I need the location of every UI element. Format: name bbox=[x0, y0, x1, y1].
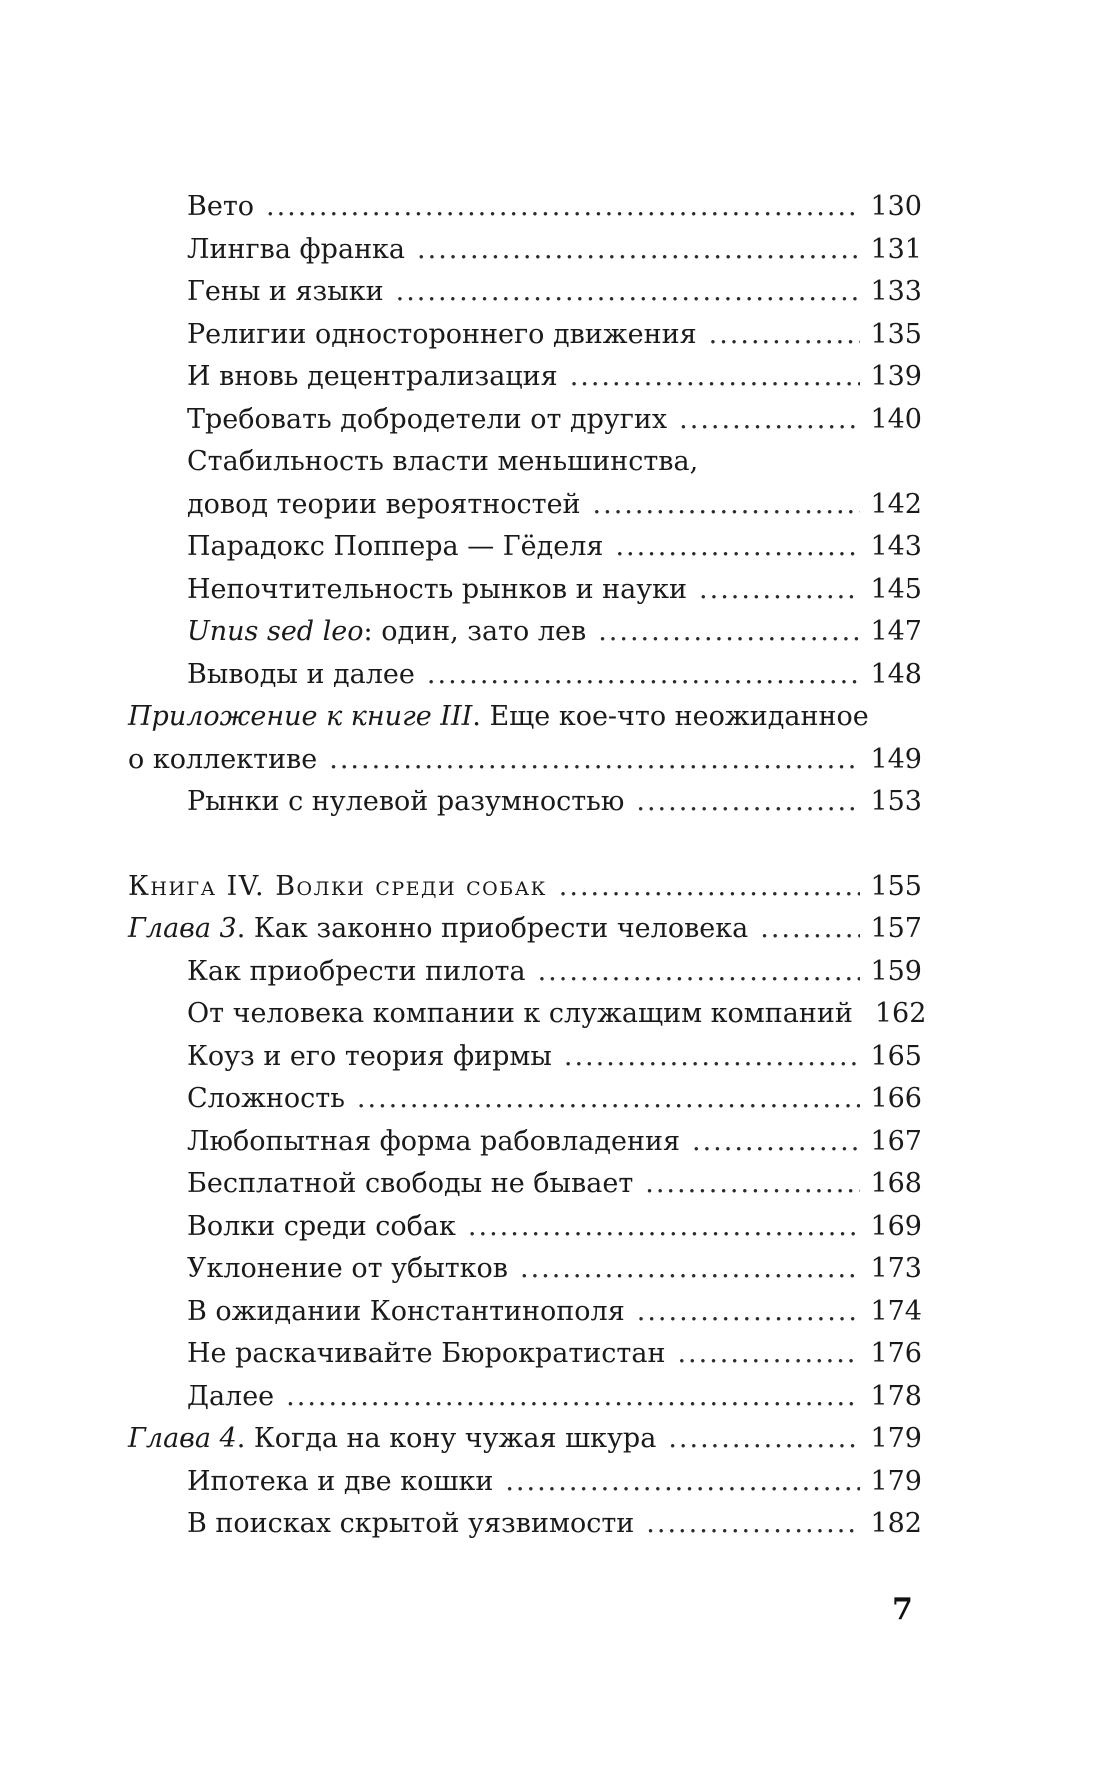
toc-entry[interactable] bbox=[128, 569, 922, 612]
toc-leader-dots bbox=[709, 314, 861, 357]
toc-entry-title bbox=[187, 611, 586, 654]
toc-entry-title: Как приобрести пилота bbox=[187, 955, 526, 987]
toc-entry-title: о коллективе bbox=[128, 743, 318, 775]
toc-entry-page: 155 bbox=[870, 870, 922, 902]
toc-entry-page: 166 bbox=[870, 1083, 922, 1114]
toc-leader-dots bbox=[564, 1036, 861, 1079]
toc-leader-dots bbox=[677, 1333, 860, 1376]
toc-leader-dots bbox=[679, 399, 860, 442]
toc-leader-dots bbox=[646, 1503, 860, 1546]
toc-entry-title: Сложность bbox=[187, 1083, 345, 1114]
toc-leader-dots bbox=[468, 1206, 861, 1249]
toc-entry-title: Далее bbox=[187, 1380, 275, 1412]
toc-entry[interactable] bbox=[128, 271, 922, 314]
toc-entry-title-rest: . Еще кое-что неожиданное bbox=[472, 701, 869, 732]
toc-entry-title-italic: Unus sed leo bbox=[187, 616, 364, 647]
toc-entry-page: 179 bbox=[870, 1465, 922, 1497]
toc-entry-title: Выводы и далее bbox=[187, 658, 415, 690]
toc-leader-dots bbox=[286, 1376, 860, 1419]
toc-entry-page: 148 bbox=[870, 658, 922, 690]
toc-entry-title: довод теории вероятностей bbox=[187, 488, 581, 520]
toc-entry-page: 139 bbox=[870, 361, 922, 392]
toc-entry-title-italic: Глава 4 bbox=[128, 1423, 237, 1454]
toc-entry-page: 130 bbox=[870, 191, 922, 222]
toc-entry-page: 149 bbox=[870, 743, 922, 775]
page-number: 7 bbox=[892, 1592, 913, 1627]
toc-entry[interactable] bbox=[128, 229, 922, 272]
toc-entry[interactable] bbox=[128, 1206, 922, 1249]
toc-leader-dots bbox=[692, 1121, 860, 1164]
toc-entry[interactable] bbox=[128, 1036, 922, 1079]
toc-entry-title: Рынки с нулевой разумностью bbox=[187, 786, 625, 817]
toc-leader-dots bbox=[538, 951, 861, 994]
toc-entry[interactable] bbox=[128, 951, 922, 994]
toc-leader-dots bbox=[329, 739, 860, 782]
toc-entry-page: 182 bbox=[870, 1508, 922, 1539]
toc-entry-page: 143 bbox=[870, 531, 922, 562]
toc-entry-title: Не раскачивайте Бюрократистан bbox=[187, 1338, 666, 1369]
toc-entry[interactable] bbox=[128, 654, 922, 697]
toc-leader-dots bbox=[559, 866, 861, 909]
toc-entry-page: 157 bbox=[870, 913, 922, 944]
toc-leader-dots bbox=[427, 654, 861, 697]
table-of-contents bbox=[128, 186, 927, 1546]
toc-entry-title: Ипотека и две кошки bbox=[187, 1465, 494, 1497]
toc-entry-page: 179 bbox=[870, 1423, 922, 1454]
toc-entry-page: 135 bbox=[870, 318, 922, 350]
toc-entry-page: 142 bbox=[870, 488, 922, 520]
toc-entry[interactable] bbox=[128, 611, 922, 654]
toc-entry[interactable] bbox=[128, 739, 922, 782]
toc-entry-title bbox=[128, 908, 748, 951]
toc-entry[interactable] bbox=[128, 993, 927, 1036]
toc-entry-page: 131 bbox=[870, 233, 922, 265]
toc-entry-title: В ожидании Константинополя bbox=[187, 1295, 625, 1327]
toc-chapter[interactable] bbox=[128, 1418, 922, 1461]
toc-entry-title: Волки среди собак bbox=[187, 1210, 456, 1242]
toc-leader-dots bbox=[699, 569, 860, 612]
toc-leader-dots bbox=[598, 611, 860, 654]
toc-entry[interactable] bbox=[128, 1461, 922, 1504]
toc-leader-dots bbox=[570, 356, 861, 399]
toc-entry-title: Вето bbox=[187, 191, 255, 222]
toc-leader-dots bbox=[396, 271, 861, 314]
toc-entry[interactable] bbox=[128, 1333, 922, 1376]
toc-leader-dots bbox=[645, 1163, 860, 1206]
toc-entry-title: Лингва франка bbox=[187, 233, 406, 265]
toc-leader-dots bbox=[505, 1461, 860, 1504]
toc-entry-title-italic: Глава 3 bbox=[128, 913, 237, 944]
toc-entry-title bbox=[128, 866, 547, 909]
toc-leader-dots bbox=[637, 1291, 861, 1334]
toc-entry-page: 178 bbox=[870, 1380, 922, 1412]
toc-entry[interactable] bbox=[128, 186, 922, 229]
toc-entry-title: В поисках скрытой уязвимости bbox=[187, 1508, 635, 1539]
toc-entry-page: 153 bbox=[870, 786, 922, 817]
toc-entry-page: 168 bbox=[870, 1168, 922, 1199]
toc-entry-page: 173 bbox=[870, 1253, 922, 1284]
toc-entry-page: 159 bbox=[870, 955, 922, 987]
toc-entry-title: Уклонение от убытков bbox=[187, 1253, 508, 1284]
toc-leader-dots bbox=[357, 1078, 861, 1121]
toc-entry-title: Религии одностороннего движения bbox=[187, 318, 697, 350]
toc-entry[interactable] bbox=[128, 1376, 922, 1419]
toc-entry-page: 176 bbox=[870, 1338, 922, 1369]
toc-entry[interactable] bbox=[128, 356, 922, 399]
toc-entry[interactable] bbox=[128, 1163, 922, 1206]
toc-leader-dots bbox=[668, 1418, 860, 1461]
toc-entry-title: Требовать добродетели от других bbox=[187, 403, 668, 435]
toc-entry-title-rest: . Когда на кону чужая шкура bbox=[236, 1423, 657, 1454]
toc-entry[interactable] bbox=[128, 781, 922, 824]
toc-leader-dots bbox=[266, 186, 860, 229]
toc-entry-title-rest: : один, зато лев bbox=[363, 616, 587, 647]
toc-entry-title: Стабильность власти меньшинства, bbox=[187, 446, 699, 477]
toc-leader-dots bbox=[417, 229, 860, 272]
toc-entry-page: 169 bbox=[870, 1210, 922, 1242]
toc-entry-page: 167 bbox=[870, 1125, 922, 1157]
toc-chapter[interactable] bbox=[128, 908, 922, 951]
toc-entry-title: Бесплатной свободы не бывает bbox=[187, 1168, 634, 1199]
toc-entry[interactable] bbox=[128, 484, 922, 527]
toc-leader-dots bbox=[520, 1248, 860, 1291]
book-title: Книга IV. Волки среди собак bbox=[128, 870, 547, 902]
toc-leader-dots bbox=[760, 908, 860, 951]
toc-entry-page: 140 bbox=[870, 403, 922, 435]
toc-entry-title-italic: Приложение к книге III bbox=[128, 701, 473, 732]
toc-entry-title: Коуз и его теория фирмы bbox=[187, 1040, 552, 1072]
toc-entry[interactable] bbox=[128, 1503, 922, 1546]
toc-entry-page: 133 bbox=[870, 276, 922, 307]
toc-entry-page: 174 bbox=[870, 1295, 922, 1327]
toc-entry-page: 147 bbox=[870, 616, 922, 647]
toc-entry-title: От человека компании к служащим компаний bbox=[187, 998, 853, 1029]
toc-entry[interactable] bbox=[128, 1248, 922, 1291]
toc-leader-dots bbox=[593, 484, 861, 527]
toc-book-heading[interactable] bbox=[128, 866, 922, 909]
toc-entry-title bbox=[128, 1418, 656, 1461]
toc-entry-line[interactable] bbox=[128, 441, 922, 484]
toc-entry-title bbox=[128, 696, 869, 739]
toc-leader-dots bbox=[615, 526, 860, 569]
toc-entry-page: 162 bbox=[874, 998, 927, 1029]
toc-entry-title: Любопытная форма рабовладения bbox=[187, 1125, 681, 1157]
toc-entry[interactable] bbox=[128, 399, 922, 442]
toc-entry[interactable] bbox=[128, 526, 922, 569]
toc-entry[interactable] bbox=[128, 314, 922, 357]
toc-entry[interactable] bbox=[128, 1291, 922, 1334]
toc-entry-title: Парадокс Поппера — Гёделя bbox=[187, 531, 604, 562]
toc-entry-title: И вновь децентрализация bbox=[187, 361, 558, 392]
toc-entry-title: Гены и языки bbox=[187, 276, 384, 307]
toc-entry-page: 165 bbox=[870, 1040, 922, 1072]
toc-entry-title-rest: . Как законно приобрести человека bbox=[236, 913, 749, 944]
toc-entry-page: 145 bbox=[870, 573, 922, 605]
toc-entry[interactable] bbox=[128, 1121, 922, 1164]
toc-entry-title: Непочтительность рынков и науки bbox=[187, 573, 688, 605]
toc-leader-dots bbox=[636, 781, 860, 824]
toc-appendix-line[interactable] bbox=[128, 696, 922, 739]
toc-entry[interactable] bbox=[128, 1078, 922, 1121]
